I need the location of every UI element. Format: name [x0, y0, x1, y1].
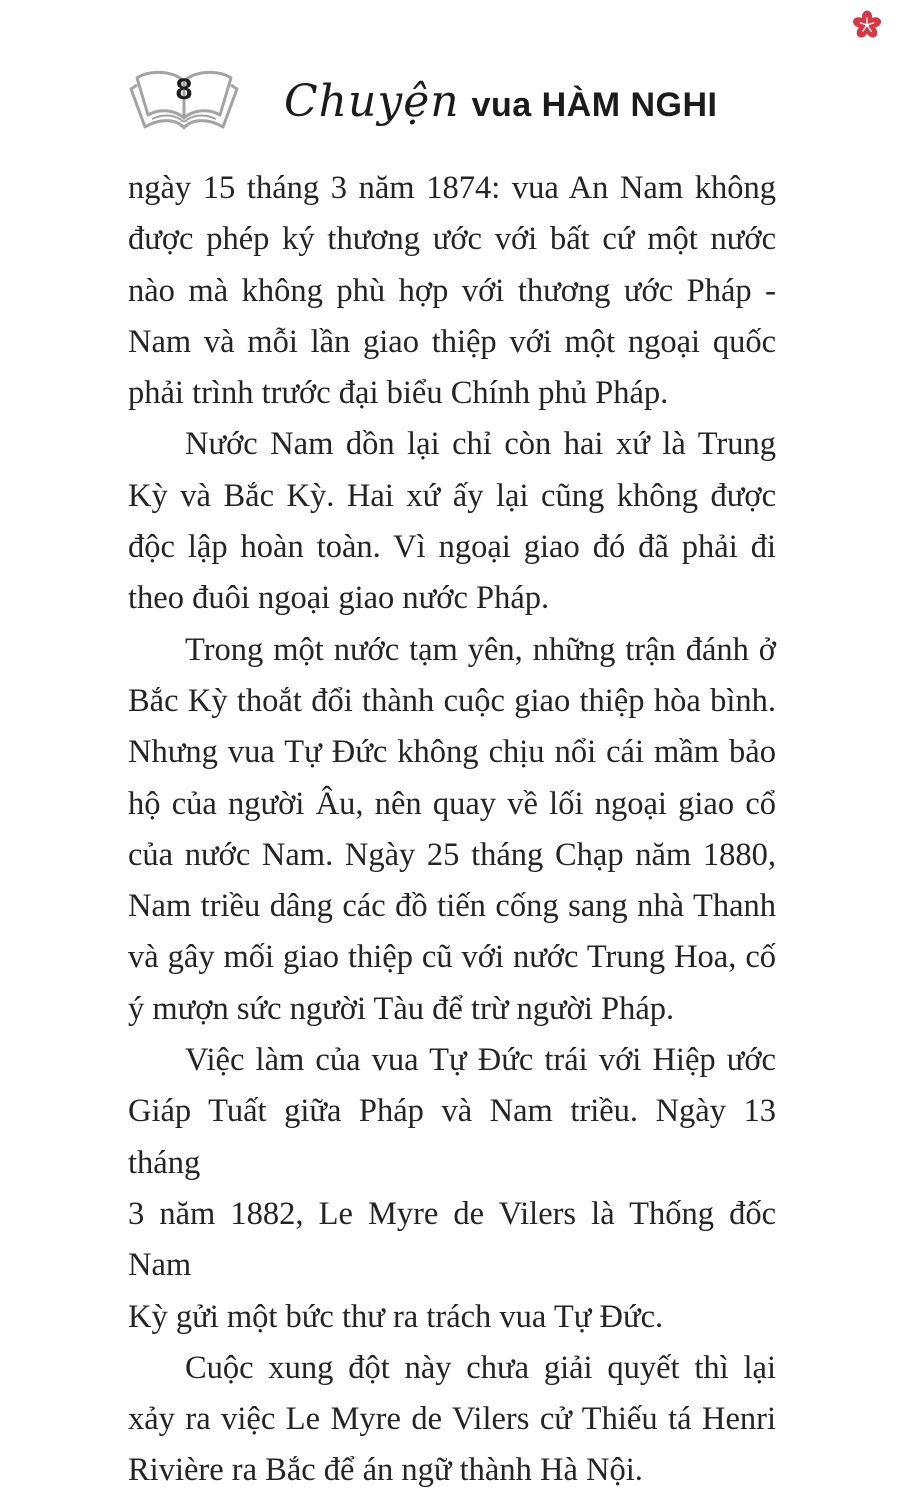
text-line: Nhưng vua Tự Đức không chịu nổi cái mầm bảo — [128, 734, 776, 771]
text-line: xảy ra việc Le Myre de Vilers cử Thiếu tá Henri — [128, 1401, 776, 1438]
text-line: và gây mối giao thiệp cũ với nước Trung Hoa, cố — [128, 939, 776, 976]
text-line: Kỳ và Bắc Kỳ. Hai xứ ấy lại cũng không được — [128, 477, 776, 514]
text-line: Nước Nam dồn lại chỉ còn hai xứ là Trung — [185, 426, 776, 463]
text-line: 3 năm 1882, Le Myre de Vilers là Thống đốc Nam — [128, 1195, 776, 1284]
text-line: nào mà không phù hợp với thương ước Pháp - — [128, 272, 776, 309]
text-line: phải trình trước đại biểu Chính phủ Pháp. — [128, 375, 669, 412]
running-title-script: Chuyện — [284, 75, 460, 127]
page-header — [128, 62, 776, 140]
red-flower-icon — [852, 10, 882, 40]
text-line: Nam triều dâng các đồ tiến cống sang nhà Thanh — [128, 888, 776, 925]
text-line: Cuộc xung đột này chưa giải quyết thì lại — [185, 1349, 776, 1386]
text-line: ý mượn sức người Tàu để trừ người Pháp. — [128, 990, 675, 1027]
text-line: Nam và mỗi lần giao thiệp với một ngoại quốc — [128, 323, 776, 360]
text-line: ngày 15 tháng 3 năm 1874: vua An Nam không — [128, 170, 776, 206]
text-line: Bắc Kỳ thoắt đổi thành cuộc giao thiệp hòa bình. — [128, 682, 776, 719]
page-number: 8 — [175, 73, 193, 106]
open-book-icon — [128, 65, 240, 137]
text-line: Rivière ra Bắc để án ngữ thành Hà Nội. — [128, 1452, 643, 1489]
text-line: của nước Nam. Ngày 25 tháng Chạp năm 1880, — [128, 836, 776, 873]
text-line: Trong một nước tạm yên, những trận đánh ở — [185, 631, 776, 668]
text-line: hộ của người Âu, nên quay về lối ngoại giao cổ — [128, 785, 776, 822]
running-title — [284, 76, 718, 127]
page-body-text — [128, 163, 776, 1497]
text-line: Giáp Tuất giữa Pháp và Nam triều. Ngày 13 tháng — [128, 1093, 776, 1181]
running-title-rest: vua HÀM NGHI — [471, 85, 718, 124]
text-line: theo đuôi ngoại giao nước Pháp. — [128, 580, 550, 617]
text-line: Kỳ gửi một bức thư ra trách vua Tự Đức. — [128, 1298, 664, 1335]
text-line: Việc làm của vua Tự Đức trái với Hiệp ước — [185, 1042, 776, 1079]
text-line: độc lập hoàn toàn. Vì ngoại giao đó đã phải đi — [128, 529, 776, 566]
text-line: được phép ký thương ước với bất cứ một nước — [128, 221, 776, 258]
